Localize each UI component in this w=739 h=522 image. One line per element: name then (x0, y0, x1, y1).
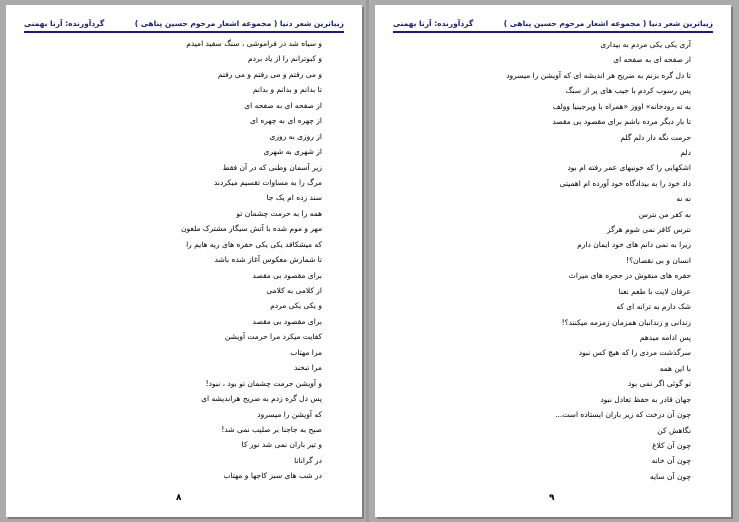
poem-line: و کبوترانم را از یاد بردم (248, 54, 322, 64)
poem-line: چون آن کلاغ (652, 440, 691, 450)
poem-line: زیرا به نمی دانم های خود ایمان دارم (577, 240, 691, 250)
poem-line: چون آن درخت که زیر باران ایستاده است... (555, 410, 691, 420)
poem-line: داد خود را به بیدادگاه خود آورده ام اهمیتی (559, 178, 691, 188)
poem-line: تا دل گره بزنم به ضریح هر اندیشه ای که آویشن را میسرود (506, 70, 691, 80)
poem-line: در شب های سبز کاجها و مهتاب (223, 471, 322, 481)
poem-line: برای مقصود بی مقصد (252, 316, 322, 326)
page-gap (366, 0, 369, 522)
header-compiler: گردآورنده: آرنا بهمنی (24, 19, 105, 28)
poem-line: مرا تبخند (293, 363, 322, 373)
poem-line: حفره های منقوش در حجره های میراث (568, 271, 691, 281)
poem-line: به کفر من نترس (638, 209, 691, 219)
poem-line: مرا مهتاب (290, 347, 322, 357)
page-9 (375, 5, 731, 517)
header-compiler: گردآورنده: آرنا بهمنی (393, 19, 474, 28)
poem-line: نگاهش کن (657, 425, 691, 435)
poem-line: از شهری به شهری (263, 147, 322, 157)
page-8 (6, 5, 362, 517)
poem-line: به ته رودخانه» اووز «همراه با ویرجینیا وولف (552, 101, 691, 111)
poem-line: صبح به جاجنا بر صلیب نمی شد! (221, 424, 322, 434)
poem-line: و سیاه شد در فراموشی ، سنگ سفید امیدم (186, 39, 322, 48)
page-number: ۹ (549, 493, 555, 503)
poem-line: تو گوئی اگر نمی بود (627, 379, 691, 389)
poem-line: مهر و موم شده با آتش سیگار مشترک ملعون (180, 224, 322, 234)
poem-line: و می رفتم و می رفتم و می رفتم (217, 69, 322, 79)
poem-lines (92, 40, 322, 488)
poem-lines (461, 41, 691, 488)
poem-line: مرگ را به مساوات تقسیم میکردند (213, 177, 322, 187)
poem-line: زیر آسمان وطنی که در آن فقط (222, 162, 322, 172)
poem-line: از صفحه ای به صفحه ای (613, 55, 691, 65)
poem-line: پس دل گره زدم به ضریح هراندیشه ای (201, 394, 322, 404)
poem-line: زندانی و زندانبان همزمان زمزمه میکنند؟! (561, 317, 691, 327)
poem-line: با این همه (659, 363, 691, 373)
poem-line: از روزی به روزی (269, 131, 322, 141)
poem-line: نه نه (676, 194, 691, 204)
header-title: زیباترین شعر دنیا ( مجموعه اشعار مرحوم حسین پناهی ) (134, 19, 344, 28)
poem-line: همه را به حرمت چشمان تو (236, 208, 322, 218)
poem-line: و آویشن حرمت چشمان تو بود ، نبود! (205, 378, 322, 388)
page-header (24, 19, 344, 33)
poem-line: برای مقصود بی مقصد (252, 270, 322, 280)
poem-line: از صفحه ای به صفحه ای (244, 100, 322, 110)
poem-line: انسان و بی نقصان؟! (626, 255, 691, 265)
poem-line: آری یکی یکی مردم به بیداری (600, 40, 691, 49)
poem-line: دلم (680, 147, 691, 157)
poem-line: حرمت نگه دار دلم گلم (620, 132, 691, 142)
poem-line: پس رسوب کردم با جیب های پر از سنگ (565, 86, 691, 96)
poem-line: سند زده ام یک جا (266, 193, 322, 203)
poem-line: تا بدانم و بدانم و بدانم (252, 85, 322, 95)
poem-line: نترس کافر نمی شوم هرگز (606, 225, 691, 235)
poem-line: در گرانانا (294, 455, 322, 465)
poem-line: از چهره ای به چهره ای (250, 116, 322, 126)
poem-line: عرفان لایت با طعم نعنا (618, 286, 691, 296)
poem-line: چون آن خانه (651, 456, 691, 466)
poem-line: چون آن سایه (649, 471, 691, 481)
poem-line: تا بار دیگر مرده باشم برای مقصود بی مقصد (552, 117, 691, 127)
poem-line: شک دارم به ترانه ای که (616, 302, 691, 312)
poem-line: که آویشن را میسرود (257, 409, 322, 419)
page-header (393, 19, 713, 33)
header-title: زیباترین شعر دنیا ( مجموعه اشعار مرحوم حسین پناهی ) (503, 19, 713, 28)
poem-line: و تیر باران نمی شد نور کا (241, 440, 322, 450)
poem-line: سرگذشت مردی را که هیچ کس نبود (578, 348, 691, 358)
poem-line: پس ادامه میدهم (639, 333, 691, 343)
poem-line: کفایت میکرد مرا حرمت آویشن (224, 332, 322, 342)
poem-line: اشکهایی را که خونبهای عمر رفته ام بود (567, 163, 691, 173)
poem-line: از کلامی به کلامی (266, 286, 322, 295)
poem-line: تا شمارش معکوس آغاز شده باشد (214, 255, 322, 265)
page-number: ۸ (176, 493, 182, 503)
poem-line: و یکی یکی مردم (270, 301, 322, 311)
poem-line: جهان قادر به حفظ تعادل نبود (600, 394, 691, 404)
poem-line: که میشکافد یکی یکی حفره های ریه هایم را (186, 239, 322, 249)
